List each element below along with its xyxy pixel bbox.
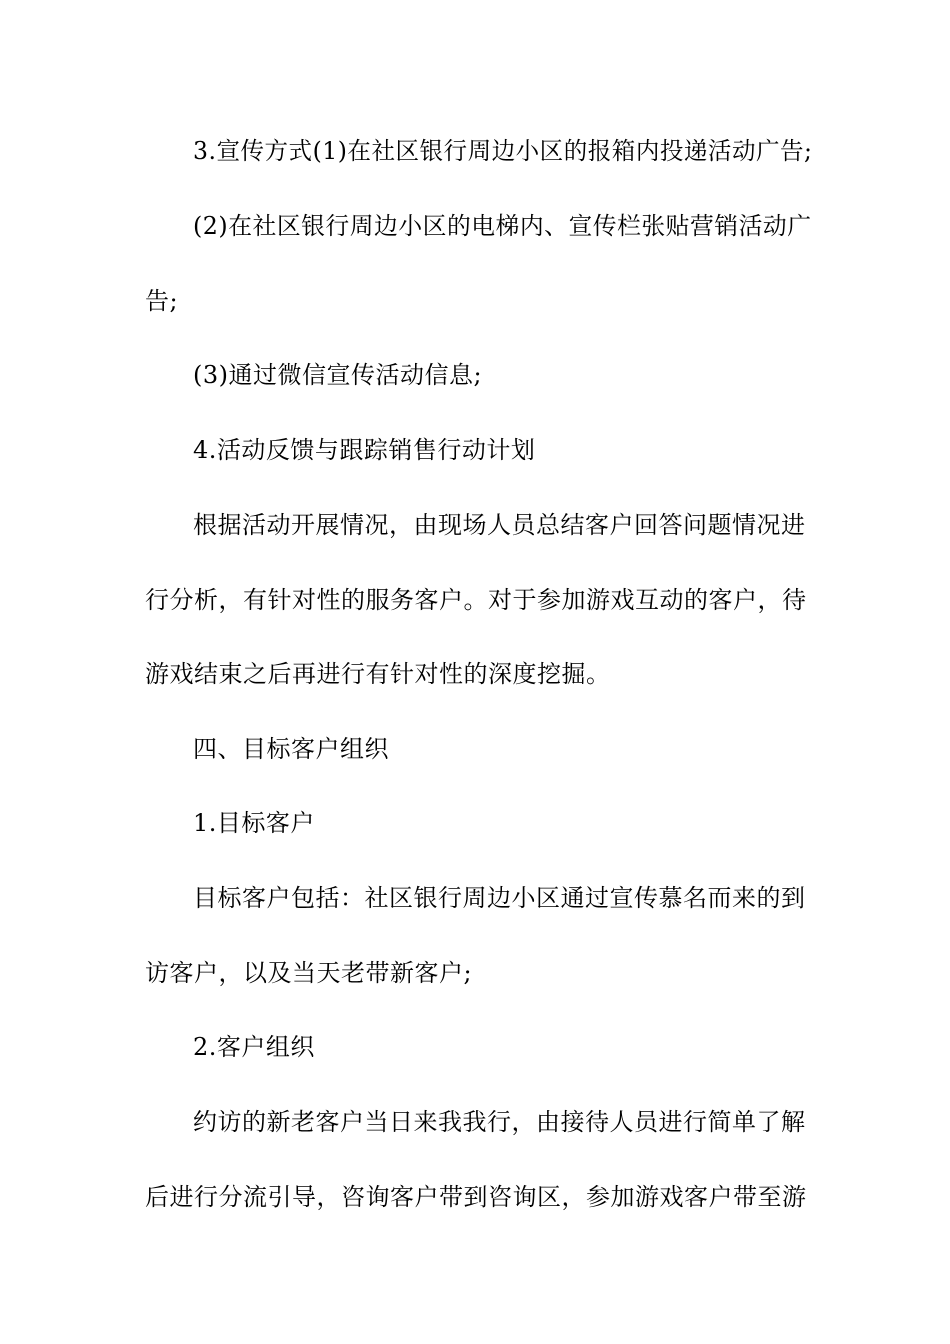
section-heading: 2.客户组织 <box>193 1033 315 1061</box>
paragraph-line: 约访的新老客户当日来我我行，由接待人员进行简单了解 <box>193 1108 806 1136</box>
paragraph-line: 根据活动开展情况，由现场人员总结客户回答问题情况进 <box>193 511 806 539</box>
section-heading: 四、目标客户组织 <box>193 735 389 763</box>
paragraph-line: 访客户，以及当天老带新客户; <box>145 959 473 987</box>
section-heading: 4.活动反馈与跟踪销售行动计划 <box>193 436 536 464</box>
paragraph-line: 3.宣传方式(1)在社区银行周边小区的报箱内投递活动广告; <box>193 137 813 165</box>
paragraph-line: (2)在社区银行周边小区的电梯内、宣传栏张贴营销活动广 <box>193 212 812 240</box>
section-heading: 1.目标客户 <box>193 809 315 837</box>
paragraph-line: 游戏结束之后再进行有针对性的深度挖掘。 <box>145 660 611 688</box>
paragraph-line: (3)通过微信宣传活动信息; <box>193 361 483 389</box>
paragraph-line: 目标客户包括：社区银行周边小区通过宣传慕名而来的到 <box>193 884 806 912</box>
paragraph-line: 告; <box>145 287 179 315</box>
paragraph-line: 后进行分流引导，咨询客户带到咨询区，参加游戏客户带至游 <box>145 1183 807 1211</box>
paragraph-line: 行分析，有针对性的服务客户。对于参加游戏互动的客户，待 <box>145 586 807 614</box>
